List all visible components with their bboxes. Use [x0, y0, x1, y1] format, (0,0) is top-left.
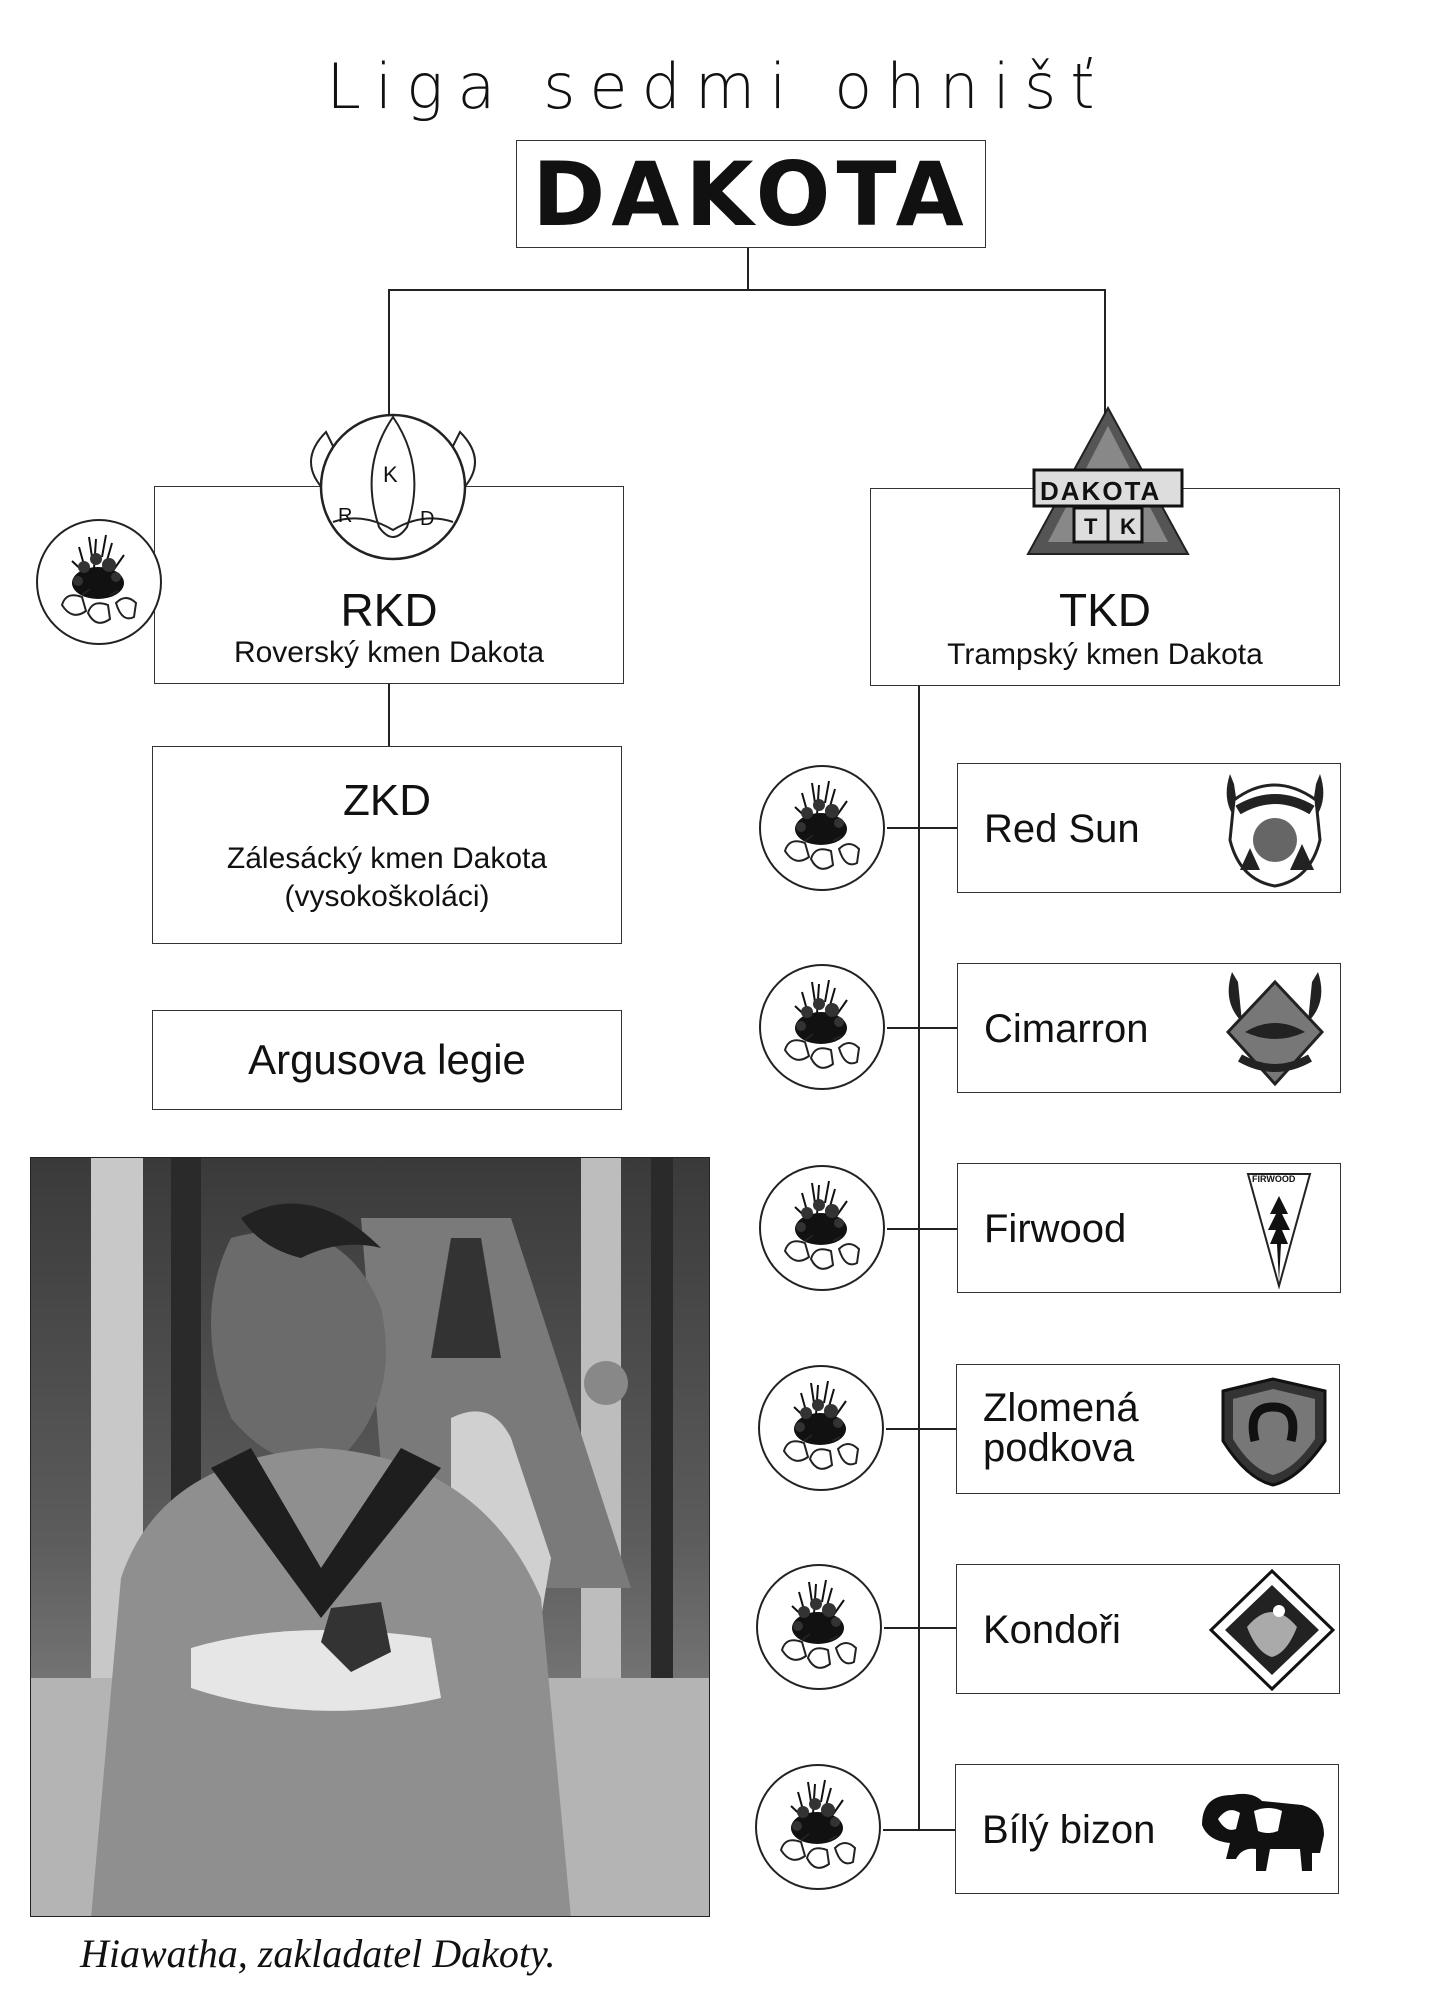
tribe-box-cimarron: [957, 963, 1341, 1093]
campfire-icon: [753, 1762, 883, 1892]
tribe-label: Bílý bizon: [982, 1808, 1156, 1852]
horseshoe-crest-icon: [1215, 1371, 1333, 1489]
red-sun-crest-icon: [1220, 770, 1330, 888]
tribe-connector-line: [886, 1428, 956, 1430]
founder-photo-image: [31, 1158, 710, 1917]
firwood-pennant-text: FIRWOOD: [1252, 1174, 1296, 1184]
rkd-abbr: RKD: [340, 584, 438, 636]
tribe-label: Kondoři: [983, 1608, 1121, 1652]
zkd-note: (vysokoškoláci): [284, 880, 490, 913]
tkd-trunk-line: [918, 686, 920, 1831]
tribe-connector-line: [883, 1829, 955, 1831]
tkd-name: Trampský kmen Dakota: [947, 638, 1263, 671]
rkd-emblem-letter-d: D: [420, 508, 435, 530]
firwood-pennant-icon: [1244, 1170, 1314, 1290]
rkd-name: Roverský kmen Dakota: [233, 636, 545, 669]
tribe-box-firwood: [957, 1163, 1341, 1293]
photo-caption: Hiawatha, zakladatel Dakoty.: [80, 1931, 556, 1976]
dakota-root-box: [516, 140, 986, 248]
tribe-box-red-sun: [957, 763, 1341, 893]
tribe-box-bily-bizon: [955, 1764, 1339, 1894]
condor-diamond-icon: [1207, 1567, 1337, 1693]
tkd-emblem-letter-k: K: [1120, 514, 1136, 539]
tkd-emblem-letter-t: T: [1084, 514, 1098, 539]
zkd-abbr: ZKD: [343, 776, 431, 825]
cimarron-crest-icon: [1220, 968, 1330, 1090]
zkd-box: [152, 746, 622, 944]
campfire-icon: [756, 1363, 886, 1493]
tkd-emblem-text: DAKOTA: [1040, 476, 1162, 506]
tribe-connector-line: [887, 827, 957, 829]
campfire-icon: [754, 1562, 884, 1692]
root-stem-line: [747, 248, 749, 290]
founder-photo: [30, 1157, 710, 1917]
zkd-connector-line: [388, 684, 390, 746]
tkd-abbr: TKD: [1059, 584, 1151, 636]
tribe-connector-line: [887, 1027, 957, 1029]
tribe-box-kondori: [956, 1564, 1340, 1694]
tribe-label: Red Sun: [984, 807, 1140, 851]
tribe-label: Firwood: [984, 1207, 1127, 1251]
tribe-label: Cimarron: [984, 1007, 1149, 1051]
bison-icon: [1192, 1785, 1332, 1877]
tribe-connector-line: [887, 1228, 957, 1230]
argus-box: [152, 1010, 622, 1110]
tkd-connector-line: [1104, 289, 1106, 419]
tribe-connector-line: [884, 1627, 956, 1629]
campfire-icon: [757, 962, 887, 1092]
campfire-icon: [34, 517, 164, 647]
tribe-label-line1: Zlomená: [983, 1386, 1139, 1430]
tribe-label-line2: podkova: [983, 1426, 1135, 1470]
rkd-emblem-letter-k: K: [383, 462, 398, 487]
campfire-icon: [757, 1163, 887, 1293]
argus-label: Argusova legie: [248, 1036, 526, 1083]
root-branch-line: [388, 289, 1106, 291]
campfire-icon: [757, 763, 887, 893]
page-title: Liga sedmi ohnišť: [326, 50, 1109, 123]
tribe-box-zlomena-podkova: [956, 1364, 1340, 1494]
dakota-root-label: DAKOTA: [532, 142, 970, 246]
zkd-name: Zálesácký kmen Dakota: [226, 842, 548, 875]
rkd-emblem-letter-r: R: [338, 505, 353, 527]
